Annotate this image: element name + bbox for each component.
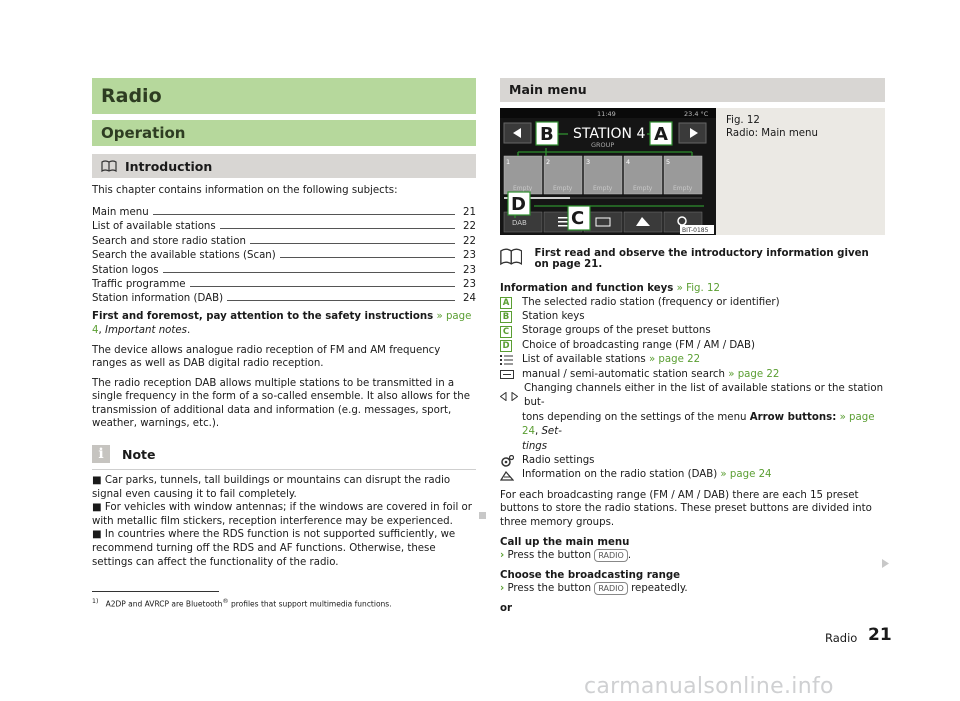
list-item: Radio settings <box>500 454 885 468</box>
paragraph: The device allows analogue radio reception of FM and AM frequency ranges as well as DAB digital radio reception. <box>92 344 441 370</box>
note-body <box>92 469 476 569</box>
safety-link[interactable]: » page 4 <box>92 311 472 336</box>
settings-icon <box>500 455 514 467</box>
figure <box>500 108 885 235</box>
subsection-title: Introduction <box>125 158 213 174</box>
section-title: Main menu <box>500 78 885 102</box>
list-item: List of available stations » page 22 <box>500 353 885 367</box>
book-icon <box>500 247 522 267</box>
table-of-contents <box>92 204 476 305</box>
fig-link[interactable]: » Fig. 12 <box>676 283 720 294</box>
note-item: ■ For vehicles with window antennas; if the windows are covered in foil or with metallic film stickers, reception interference may be experienced. <box>92 502 472 527</box>
svg-text:Empty: Empty <box>593 185 613 192</box>
toc-item[interactable]: Search and store radio station 22 <box>92 235 476 247</box>
note-title: Note <box>122 446 156 462</box>
list-item: Changing channels either in the list of available stations or the station but- <box>500 382 885 411</box>
radio-button-tag: RADIO <box>594 549 628 562</box>
search-store-icon <box>500 370 514 379</box>
section-title: Operation <box>92 120 476 146</box>
toc-item[interactable]: List of available stations 22 <box>92 221 476 233</box>
list-item: Information on the radio station (DAB) » page 24 <box>500 468 885 482</box>
key-c: C <box>500 326 512 338</box>
intro-text: This chapter contains information on the following subjects: <box>92 185 398 196</box>
book-icon <box>101 160 117 172</box>
screen-time: 11:49 <box>597 110 616 118</box>
left-column <box>92 78 476 569</box>
svg-text:1: 1 <box>506 158 511 166</box>
chapter-title: Radio <box>92 78 476 114</box>
list-item: B Station keys <box>500 310 885 324</box>
toc-item[interactable]: Traffic programme 23 <box>92 278 476 290</box>
callout-d: D <box>511 194 526 215</box>
arrow-buttons-icon <box>500 392 518 401</box>
page-link[interactable]: » page 22 <box>728 368 780 380</box>
dab-info-icon <box>500 471 514 481</box>
toc-item[interactable]: Station information (DAB) 24 <box>92 293 476 305</box>
list-item: D Choice of broadcasting range (FM / AM / DAB) <box>500 339 885 353</box>
footnote-divider <box>92 591 219 592</box>
end-marker <box>479 512 486 519</box>
svg-text:Empty: Empty <box>633 185 653 192</box>
key-d: D <box>500 340 512 352</box>
list-item-continued: tons depending on the settings of the menu Arrow buttons: » page 24, Set- <box>522 411 875 438</box>
step-title: Choose the broadcasting range <box>500 569 681 581</box>
screen-temp: 23.4 °C <box>684 110 709 118</box>
svg-text:2: 2 <box>546 158 551 166</box>
svg-text:3: 3 <box>586 158 591 166</box>
page-link[interactable]: » page 24 <box>522 411 875 438</box>
continue-arrow-icon <box>882 559 889 568</box>
note-item: ■ In countries where the RDS function is not supported sufficiently, we recommend turning off the RDS and AF functions. Otherwise, these settings can affect the functionality of the radio. <box>92 529 456 568</box>
screen-station: STATION 4 <box>573 126 646 142</box>
paragraph: For each broadcasting range (FM / AM / DAB) there are each 15 preset buttons to store the radio stations. These preset buttons are divided into three memory groups. <box>500 489 872 529</box>
subsection-header <box>92 154 476 178</box>
note-header <box>92 445 476 463</box>
svg-text:4: 4 <box>626 158 631 166</box>
key-b: B <box>500 311 512 323</box>
figure-code: BIT-0185 <box>682 227 709 234</box>
key-a: A <box>500 297 512 309</box>
page-link[interactable]: » page 22 <box>648 354 701 366</box>
first-read-notice: First read and observe the introductory information given on page 21. <box>500 247 885 270</box>
paragraph: The radio reception DAB allows multiple stations to be transmitted in a single frequency in the form of a so-called ensemble. It also allows for the transmission of additional data and information (e.g. messages, sport, weather, warnings, etc.). <box>92 377 470 430</box>
safety-instructions: First and foremost, pay attention to the safety instructions » page 4, Important notes. <box>92 311 472 336</box>
list-item: manual / semi-automatic station search » page 22 <box>500 368 885 382</box>
function-list <box>500 296 885 483</box>
list-item: A The selected radio station (frequency or identifier) <box>500 296 885 310</box>
screen-group: GROUP <box>591 141 615 149</box>
callout-a: A <box>654 124 668 145</box>
note-item: ■ Car parks, tunnels, tall buildings or mountains can disrupt the radio signal even causing it to fail completely. <box>92 475 451 500</box>
page-link[interactable]: » page 24 <box>720 469 772 481</box>
footer-section: Radio <box>825 631 858 645</box>
callout-c: C <box>571 208 585 229</box>
watermark: carmanualsonline.info <box>584 674 834 699</box>
figure-caption: Fig. 12 Radio: Main menu <box>726 115 818 139</box>
info-title-line: Information and function keys » Fig. 12 <box>500 283 720 294</box>
list-item: C Storage groups of the preset buttons <box>500 324 885 338</box>
screen-band: DAB <box>512 219 527 227</box>
toc-item[interactable]: Station logos 23 <box>92 264 476 276</box>
list-item-continued: tings <box>522 440 548 452</box>
svg-text:Empty: Empty <box>673 185 693 192</box>
radio-button-tag: RADIO <box>594 582 628 595</box>
footnote: $^{1)}$ A2DP and AVRCP are Bluetooth® profiles that support multimedia functions. <box>92 598 392 609</box>
svg-text:5: 5 <box>666 158 671 166</box>
callout-b: B <box>540 124 554 145</box>
toc-item[interactable]: Search the available stations (Scan) 23 <box>92 250 476 262</box>
radio-screen <box>500 108 716 235</box>
toc-item[interactable]: Main menu 21 <box>92 206 476 218</box>
right-column <box>500 78 885 616</box>
radio-screen-drawing <box>500 108 716 235</box>
or-label: or <box>500 603 513 615</box>
list-icon <box>500 355 513 365</box>
step: › Press the button RADIO . <box>500 550 632 562</box>
svg-text:Empty: Empty <box>513 185 533 192</box>
step-title: Call up the main menu <box>500 536 630 548</box>
info-icon: i <box>92 445 110 463</box>
svg-text:Empty: Empty <box>553 185 573 192</box>
step: › Press the button RADIO repeatedly. <box>500 583 688 595</box>
page-number: 21 <box>868 625 892 645</box>
